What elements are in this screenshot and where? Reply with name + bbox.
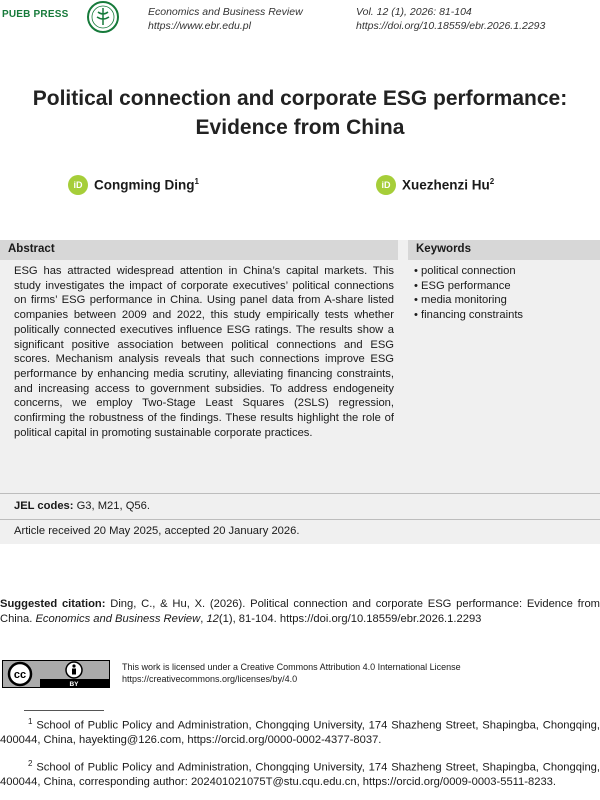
author-1 xyxy=(68,175,199,195)
publisher-emblem-icon xyxy=(86,0,120,34)
cc-by-license-icon[interactable] xyxy=(2,660,110,688)
keyword-item: • media monitoring xyxy=(414,293,523,308)
received-dates: Article received 20 May 2025, accepted 20 January 2026. xyxy=(14,525,300,537)
footnote-rule xyxy=(24,710,104,711)
suggested-citation: Suggested citation: Ding, C., & Hu, X. (2026). Political connection and corporate ESG performance: Evidence from China. Economics and Business Review, 12(1), 81-104. https://doi.org/10.18559/ebr.2026.1.2293 xyxy=(0,598,600,625)
jel-codes: JEL codes: G3, M21, Q56. xyxy=(14,500,150,512)
journal-url-link[interactable]: https://www.ebr.edu.pl xyxy=(148,20,251,32)
footnote-1: $^1$ School of Public Policy and Administration, Chongqing University, 174 Shazheng Street, Shapingba, Chongqing, 400044, China, hayekting@126.com, https://orcid.org/0000-0002-4377-8037. xyxy=(0,717,600,747)
cc-badge-text: cc xyxy=(13,669,27,681)
keywords-heading: Keywords xyxy=(416,243,471,255)
by-badge-text: BY xyxy=(69,681,79,688)
orcid-icon[interactable]: iD xyxy=(68,175,88,195)
keywords-list xyxy=(414,264,523,323)
keywords-header xyxy=(408,240,600,260)
license-line: This work is licensed under a Creative Commons Attribution 4.0 International License xyxy=(122,662,461,672)
author-name: Xuezhenzi Hu$^2$ xyxy=(402,177,495,193)
author-name: Congming Ding$^1$ xyxy=(94,177,199,193)
divider xyxy=(0,493,600,494)
doi-link[interactable]: https://doi.org/10.18559/ebr.2026.1.2293 xyxy=(356,20,546,32)
orcid-icon[interactable]: iD xyxy=(376,175,396,195)
divider xyxy=(0,519,600,520)
footnote-2: $^2$ School of Public Policy and Administration, Chongqing University, 174 Shazheng Street, Shapingba, Chongqing, 400044, China, corresponding author: 202401021075T@stu.cqu.edu.cn, https://orcid.org/0009-0003-5511-8233. xyxy=(0,759,600,789)
license-url-link[interactable]: https://creativecommons.org/licenses/by/4.0 xyxy=(122,674,298,684)
keyword-item: • ESG performance xyxy=(414,279,523,294)
keyword-item: • political connection xyxy=(414,264,523,279)
volume-info: Vol. 12 (1), 2026: 81-104 xyxy=(356,6,472,18)
abstract-heading: Abstract xyxy=(8,243,55,255)
abstract-header xyxy=(0,240,398,260)
publisher-name: PUEB PRESS xyxy=(2,9,69,20)
journal-name: Economics and Business Review xyxy=(148,6,303,18)
license-text xyxy=(122,661,461,685)
keyword-item: • financing constraints xyxy=(414,308,523,323)
author-2 xyxy=(376,175,494,195)
article-title: Political connection and corporate ESG performance: Evidence from China xyxy=(32,87,568,139)
abstract-text: ESG has attracted widespread attention in China’s capital markets. This study investigates the impact of corporate executives’ political connections on firms’ ESG performance in China. Using panel data from A-share listed companies between 2009 and 2022, this study empirically tests whether politically connected executives influence ESG ratings. The results show a significant positive association between political connections and ESG scores. Mechanism analysis reveals that such connections improve ESG performance by enhancing media scrutiny, alleviating financing constraints, and increasing access to government subsidies. To address endogeneity concerns, we employ Two-Stage Least Squares (2SLS) regression, confirming the robustness of the findings. These results highlight the role of political capital in promoting sustainable corporate practices. xyxy=(14,265,394,439)
